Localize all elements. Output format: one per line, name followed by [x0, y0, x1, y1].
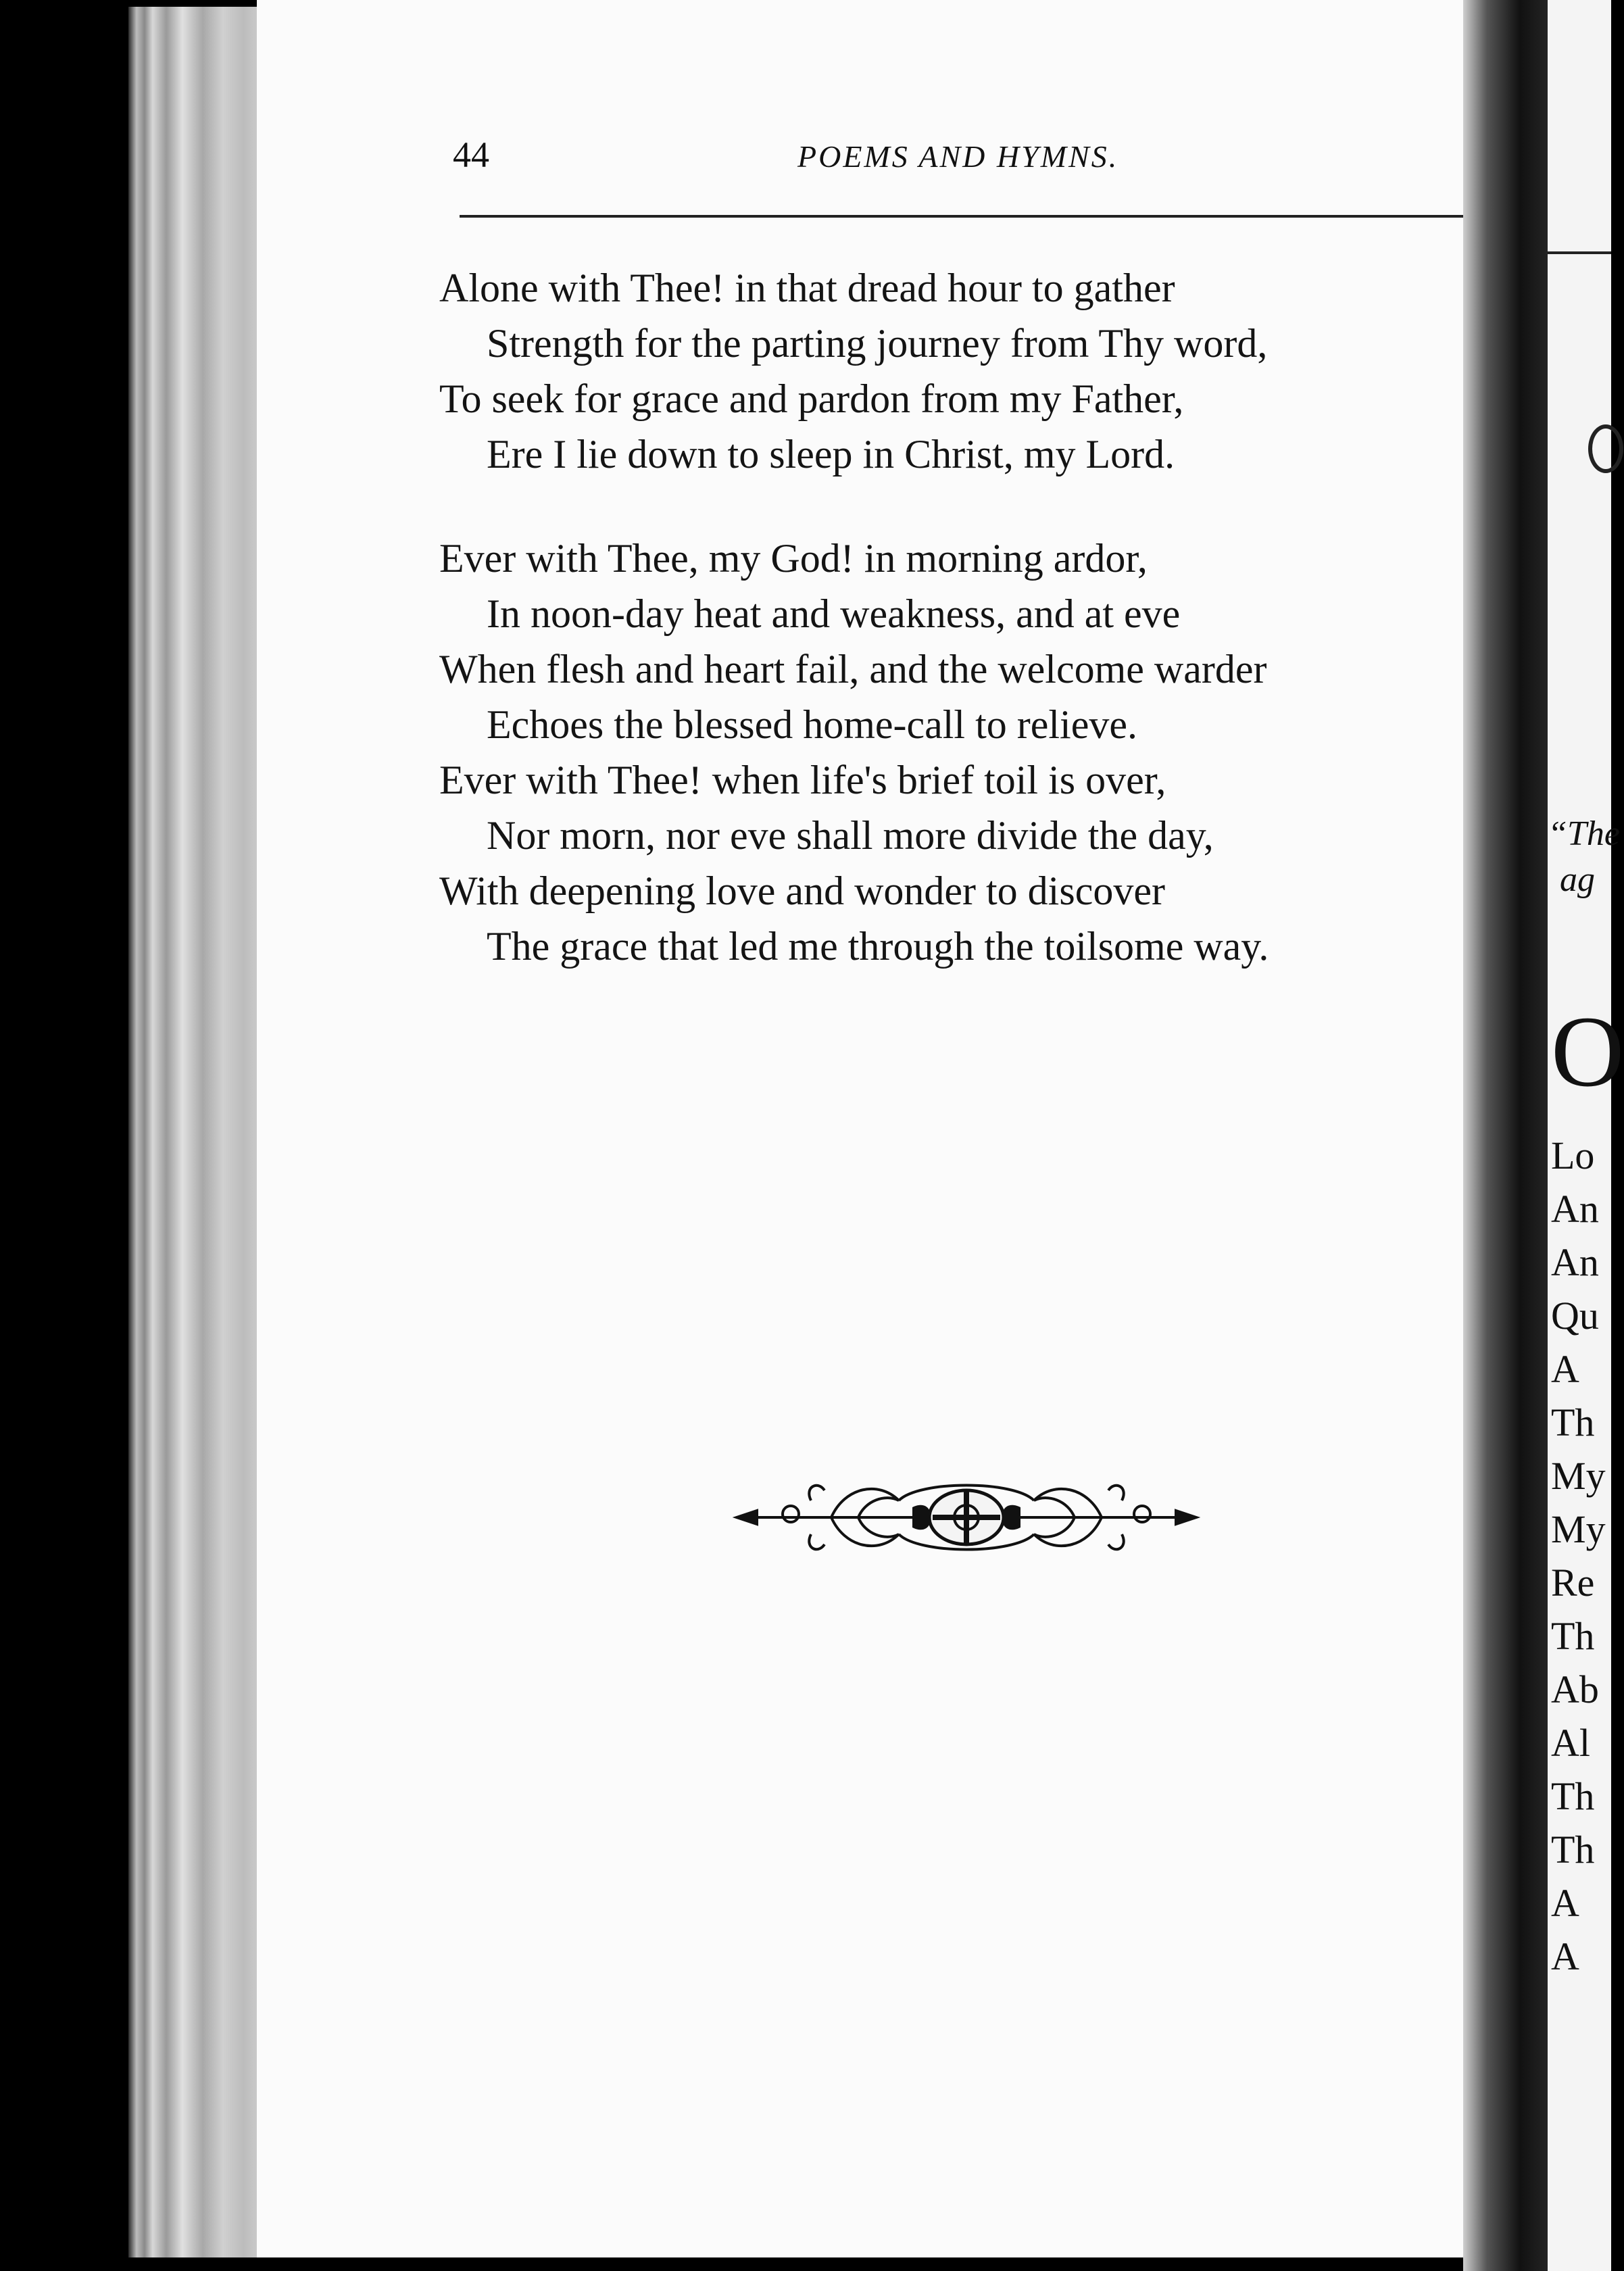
- facing-page-epigraph: [1548, 811, 1620, 903]
- book-gutter: [1463, 0, 1558, 2271]
- line-start: A: [1551, 1934, 1579, 1978]
- floral-tailpiece-icon: [730, 1473, 1203, 1561]
- epigraph-line: ag: [1560, 860, 1595, 899]
- facing-page-mark: [1588, 424, 1623, 473]
- verse-line: When flesh and heart fail, and the welcome warder: [439, 647, 1267, 691]
- line-start: Re: [1551, 1561, 1595, 1605]
- drop-initial: O: [1551, 996, 1624, 1108]
- line-start: Th: [1551, 1400, 1595, 1444]
- line-start: A: [1551, 1881, 1579, 1925]
- line-start: Qu: [1551, 1294, 1599, 1338]
- epigraph-line: “The: [1548, 814, 1620, 853]
- facing-page-rule: [1548, 251, 1611, 254]
- page-edges: [128, 7, 264, 2257]
- verse-line: Strength for the parting journey from Thy word,: [487, 321, 1268, 366]
- page-number: 44: [453, 135, 489, 175]
- verse-line: Ere I lie down to sleep in Christ, my Lord.: [487, 432, 1175, 477]
- line-start: Ab: [1551, 1667, 1599, 1711]
- line-start: Al: [1551, 1721, 1590, 1765]
- header-rule: [460, 215, 1467, 218]
- line-start: Th: [1551, 1828, 1595, 1872]
- verse-line: Ever with Thee, my God! in morning ardor,: [439, 536, 1148, 581]
- stanza-2: [439, 531, 1467, 974]
- verse-line: With deepening love and wonder to discover: [439, 869, 1165, 913]
- verse-line: Echoes the blessed home-call to relieve.: [487, 702, 1137, 747]
- verse-line: Nor morn, nor eve shall more divide the day,: [487, 813, 1214, 858]
- verse-line: In noon-day heat and weakness, and at eve: [487, 591, 1181, 636]
- verse-line: Ever with Thee! when life's brief toil is over,: [439, 758, 1166, 802]
- line-start: A: [1551, 1347, 1579, 1391]
- line-start: An: [1551, 1187, 1599, 1231]
- verse-line: To seek for grace and pardon from my Father,: [439, 376, 1184, 421]
- line-start: Lo: [1551, 1133, 1595, 1177]
- line-start: Th: [1551, 1774, 1595, 1818]
- facing-page-fragment: [1548, 0, 1624, 2271]
- line-start: My: [1551, 1507, 1606, 1551]
- verse-line: Alone with Thee! in that dread hour to gather: [439, 266, 1175, 310]
- stanza-1: [439, 260, 1467, 482]
- line-start: Th: [1551, 1614, 1595, 1658]
- line-start: My: [1551, 1454, 1606, 1498]
- facing-page-lines: [1551, 1129, 1606, 1983]
- verse-line: The grace that led me through the toilsome way.: [487, 924, 1269, 969]
- running-head: POEMS AND HYMNS.: [797, 139, 1119, 174]
- line-start: An: [1551, 1240, 1599, 1284]
